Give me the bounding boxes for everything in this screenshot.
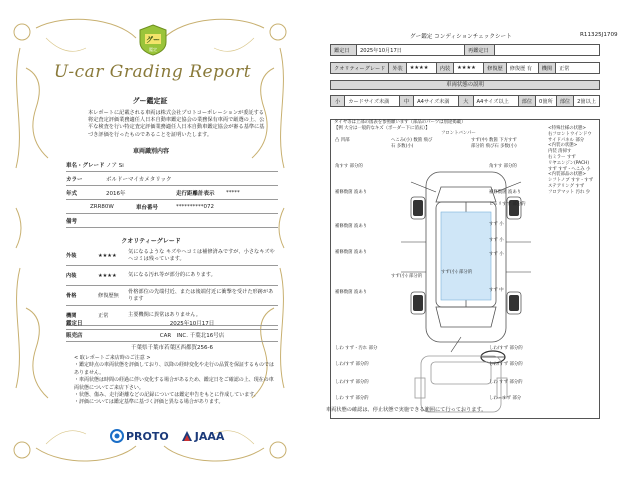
sheet-footer-note: 車両状態の確認は、停止状態で実施できる範囲にて行っております。 [326,407,487,413]
quality-row-interior [66,266,278,286]
damage-tag: 凸 凹部 [335,138,350,143]
damage-tag: しわ すず・汚れ 部分 [335,346,378,351]
vehicle-vin-label: 車台番号 [136,204,159,211]
vehicle-color-label: カラー [66,176,83,183]
vehicle-color-row [66,172,278,186]
vehicle-color-value: ボルドーマイカメタリック [106,176,172,183]
quality-label: 内装 [66,273,77,279]
repair-value: 修復歴 有 [506,63,538,74]
vehicle-year-value: 2016年 [106,190,126,197]
damage-tag: すず(小) 部分的 [391,274,423,279]
quality-row-exterior [66,246,278,266]
jaaa-logo [181,430,225,443]
size-medium-label: 中 [399,96,413,107]
damage-tag: 角すす 部分的 [335,164,363,169]
damage-tag: 補修数箇 波あり [335,290,368,295]
side-list-item: シフトノブ すす・すず [548,178,594,184]
side-list-item: <内装部品の状態> [548,172,587,178]
date-label: 鑑定日 [331,45,357,56]
dealer-label: 販売店 [66,332,83,339]
svg-text:グー: グー [146,36,160,44]
note-line: ・車両状態は時間の経過に伴い変化する場合があるため、鑑定日をご確認の上、現在の車両状態についてご来店下さい。 [74,377,274,391]
damage-tag: 補修数箇 波あり [489,190,522,195]
count-value-1: 0箇所 [536,96,557,107]
exterior-label: 外装 [389,63,406,74]
issue-date-label: 鑑定日 [66,320,83,327]
side-list-item: ステアリング すず [548,183,585,189]
damage-tag: しわ すず 部分的 [335,396,369,401]
condition-side-list [548,126,600,196]
size-legend-table [330,95,600,107]
jaaa-logo-text: JAAA [194,429,225,443]
certificate-subtitle: グー鑑定証 [132,97,168,105]
issue-date-value: 2025年10月17日 [169,320,215,327]
vehicle-mileage-label: 走行距離計表示 [176,190,215,197]
count-value-2: 2箇以上 [574,96,600,107]
quality-section-title: クオリティーグレード [121,238,181,245]
damage-tag: すず(中) 数箇 下方すず 部分的 飛び石 多数(小) [471,138,517,149]
proto-logo [110,429,169,443]
repair-label: 修復歴 [484,63,507,74]
sheet-title: グー鑑定 コンディションチェックシート [410,34,512,40]
sheet-id: R11325J1709 [580,32,618,38]
logos [110,426,230,446]
dealer-name: CAR INC. 千葉北16号店 [159,332,225,339]
size-small-label: 小 [331,96,345,107]
damage-tag: すず 小 [489,238,504,243]
note-line: ・状態、傷み、走行距離などの記録については鑑定申告をもとに作成しています。 [74,392,259,399]
jaaa-mark-icon [181,430,193,442]
date-value: 2025年10月17日 [357,45,465,56]
side-list-item: <内装の状態> [548,143,578,149]
goo-kantei-badge-icon [138,24,168,56]
damage-tag: しわ すず 部分的 [489,380,523,385]
vehicle-model-code: ZRR80W [90,203,114,210]
vehicle-name-value: ノア Si [106,162,124,169]
vehicle-year-label: 年式 [66,190,78,197]
quality-stars: 修復歴無 [98,293,119,299]
damage-tag: すず 小 [489,252,504,257]
size-large-desc: A4サイズ以上 [473,96,518,107]
engine-value: 正常 [556,63,600,74]
quality-label: 外装 [66,253,77,259]
damage-tag: へこみ(小) 数箇 飛び石 多数(小) [391,138,433,149]
quality-label: 機関 [66,313,77,319]
damage-tag: ヒュリすず 部分的 [489,202,526,207]
note-line: ・鑑定時点の車両状態を評価しており、以降の経時変化や走行の品質を保証するものではありません。 [74,362,275,376]
damage-tag: 補修数箇 波あり [335,250,368,255]
side-list-item: 右ミラー すず [548,154,576,160]
count-label-2: 部位 [556,96,573,107]
size-small-desc: カードサイズ未満 [345,96,400,107]
interior-value: ★★★★ [454,63,484,74]
damage-tag: 補修数箇 波あり [335,190,368,195]
vehicle-name-label: 車名・グレード [66,162,105,169]
side-list-item: 内装 清掃す [548,149,572,155]
vehicle-remarks-row [66,214,278,228]
dealer-address-row [66,340,278,354]
damage-tag: しわ・すず 部分 [489,396,522,401]
sheet-date-table [330,44,600,56]
side-list-item: サイドパネル 部分 [548,137,585,143]
side-list-item: 右フロントウインドウ [548,131,592,137]
note-line: < 取レポートご来店時のご注意 > [74,355,151,361]
sheet-grade-table [330,62,600,74]
vehicle-name-row [66,158,278,172]
vehicle-mileage-value: ***** [226,189,240,196]
redate-value [495,45,600,56]
svg-text:鑑定: 鑑定 [149,47,157,52]
quality-desc: 骨格部位の先端付近、または後端付近に衝撃を受けた形跡があります [128,289,274,302]
quality-label: 骨格 [66,293,77,299]
vehicle-section-title: 車両識別内容 [132,148,169,155]
vehicle-remarks-label: 備考 [66,218,78,225]
damage-tag: しわ/すず 部分的 [335,362,369,367]
count-label-1: 部位 [518,96,535,107]
legend-line-1: タイヤ等は上部の図表を参照願います（部品のパーツは別途掲載） [334,120,466,125]
dealer-address: 千葉県千葉市若葉区西都賀256-6 [131,345,213,351]
damage-tag: しわ/すず 部分的 [489,346,523,351]
quality-stars: ★★★★ [98,252,117,259]
damage-tag: しわ/すず 部分的 [335,380,369,385]
certificate-title: U-car Grading Report [53,62,252,82]
quality-desc: 気になる汚れ等が部分的にあります。 [128,272,216,279]
quality-stars: 正常 [98,313,109,319]
proto-logo-text: PROTO [126,429,169,443]
side-list-item: すず すず・へこみ 小 [548,166,591,172]
damage-tag: フロントバンパー [441,131,476,136]
grade-label: クオリティーグレード [331,63,389,74]
damage-tag: すず 小 [489,222,504,227]
quality-desc: 主要機関に異常はありません。 [128,312,201,319]
vehicle-vin-value: **********072 [176,203,214,210]
grading-certificate [0,0,300,480]
damage-tag: 補修数箇 波あり [335,224,368,229]
certificate-notes [74,355,274,407]
size-large-label: 大 [459,96,473,107]
legend-line-2: 【例 大分は一般的なキズ（ボーダー下に消去）】 [334,126,430,131]
damage-tag: 角すす 部分的 [489,164,517,169]
interior-label: 内装 [436,63,453,74]
quality-desc: 気になるような キズやヘコミは補修済みですが、小さなキズやヘコミは残っています。 [128,249,275,262]
status-section-bar: 車両状態の説明 [330,80,600,90]
exterior-value: ★★★★ [406,63,436,74]
quality-stars: ★★★★ [98,272,117,279]
damage-tag: しわ/すず 部分的 [489,362,523,367]
proto-mark-icon [110,429,124,443]
note-line: ・評価については鑑定基準に基づく評価と異なる場合があります。 [74,399,224,406]
side-list-item: フロアマット 汚れ 少 [548,189,591,195]
side-list-item: <特殊仕様の状態> [548,126,587,131]
engine-label: 機関 [538,63,555,74]
size-medium-desc: A4サイズ未満 [414,96,459,107]
vehicle-year-row [66,186,278,200]
vehicle-model-row [66,200,278,214]
damage-tag: すず 中 [489,288,504,293]
damage-tag: すず(小) 部分的 [441,270,473,275]
quality-row-frame [66,286,278,306]
certificate-intro: 本レポートに記載される車両は株式会社プロトコーポレーションが委託する将定査定評価業務適任人日本自動車鑑定協会の業務保有車両で厳選の上、公平な検査を行い特定査定評価業務適任人日本自動車鑑定協会が審る基準に基づき評価を行ったものであることを証明いたします。 [88,110,265,138]
side-list-item: リヤエンジン(PACH) [548,160,590,166]
redate-label: 再鑑定日 [465,45,495,56]
